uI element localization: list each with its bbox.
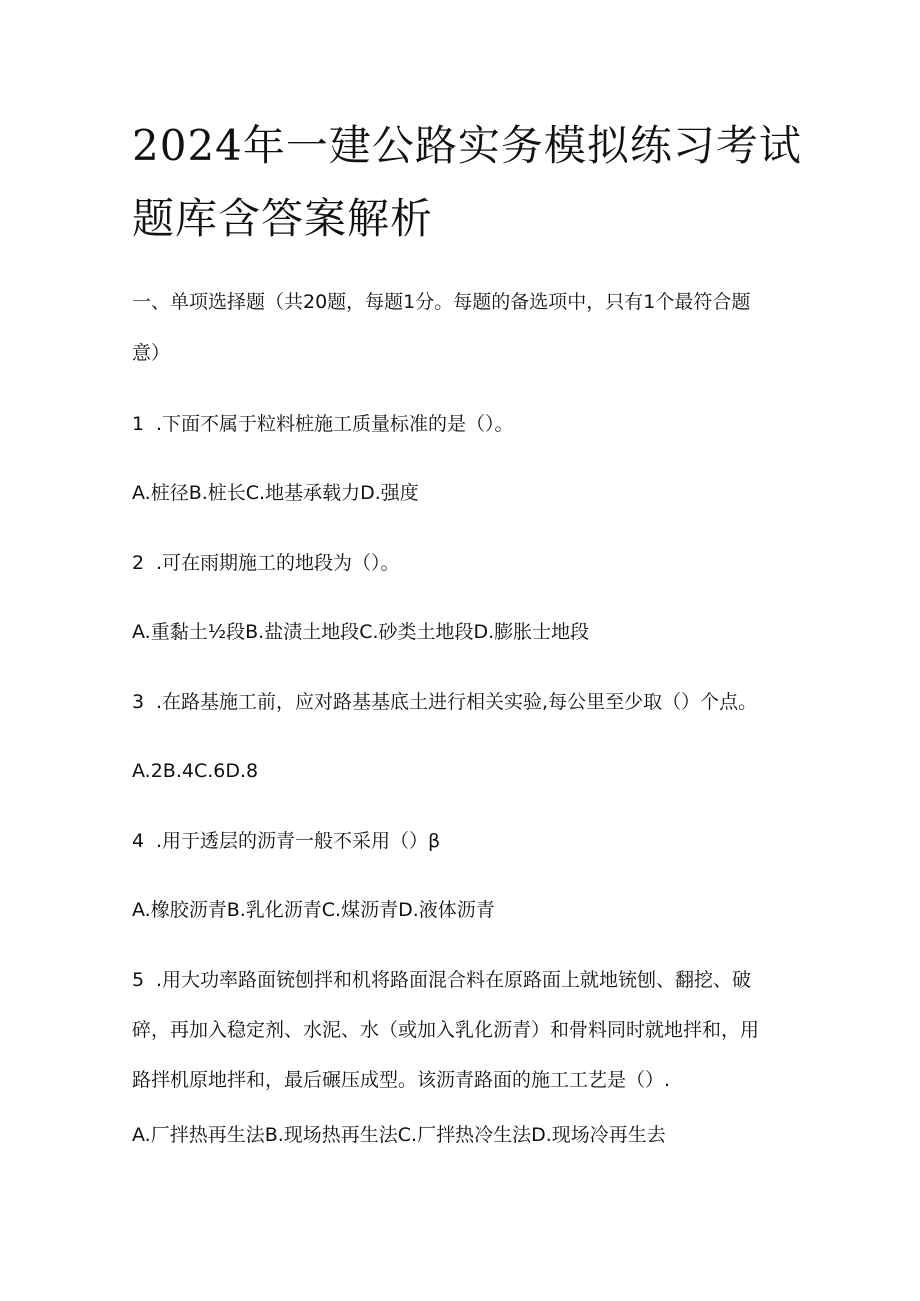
question-5-stem-line-1 [132,966,751,994]
question-3-options: A.2B.4C.6D.8 [132,760,259,782]
question-4-stem [132,827,440,855]
question-3-stem [132,688,757,716]
question-5-stem-text-1: .用大功率路面铳刨拌和机将路面混合料在原路面上就地铳刨、翻挖、破 [156,969,752,991]
question-1-options: A.桩径B.桩长C.地基承载力D.强度 [132,482,419,504]
question-3-number: 3 [132,691,145,713]
question-2-stem-text: .可在雨期施工的地段为（）。 [156,552,400,574]
question-2-number: 2 [132,552,145,574]
question-4-options: A.橡胶沥青B.乳化沥青C.煤沥青D.液体沥青 [132,899,495,921]
question-5-stem-line-3: 路拌机原地拌和，最后碾压成型。该沥青路面的施工工艺是（）. [132,1069,671,1091]
question-5-options: A.厂拌热再生法B.现场热再生法C.厂拌热冷生法D.现场冷再生去 [132,1124,666,1146]
question-1-number: 1 [132,413,145,435]
question-2-stem [132,549,400,577]
document-title-line-1: 2024年一建公路实务模拟练习考试 [132,121,802,170]
question-4-number: 4 [132,830,145,852]
question-1-stem [132,410,514,438]
question-2-options: A.重黏土½段B.盐渍土地段C.砂类土地段D.膨胀士地段 [132,621,590,643]
question-4-stem-text: .用于透层的沥青一般不采用（）β [156,830,441,852]
section-heading-line-1: 一、单项选择题（共20题，每题1分。每题的备选项中，只有1个最符合题 [132,291,751,313]
question-5-stem-line-2: 碎，再加入稳定剂、水泥、水（或加入乳化沥青）和骨料同时就地拌和，用 [132,1019,760,1041]
section-heading-line-2: 意） [132,342,171,364]
question-1-stem-text: .下面不属于粒料桩施工质量标准的是（）。 [156,413,514,435]
document-title-line-2: 题库含答案解析 [132,194,434,243]
question-3-stem-text: .在路基施工前，应对路基基底土进行相关实验,每公里至少取（）个点。 [156,691,758,713]
question-5-number: 5 [132,969,145,991]
